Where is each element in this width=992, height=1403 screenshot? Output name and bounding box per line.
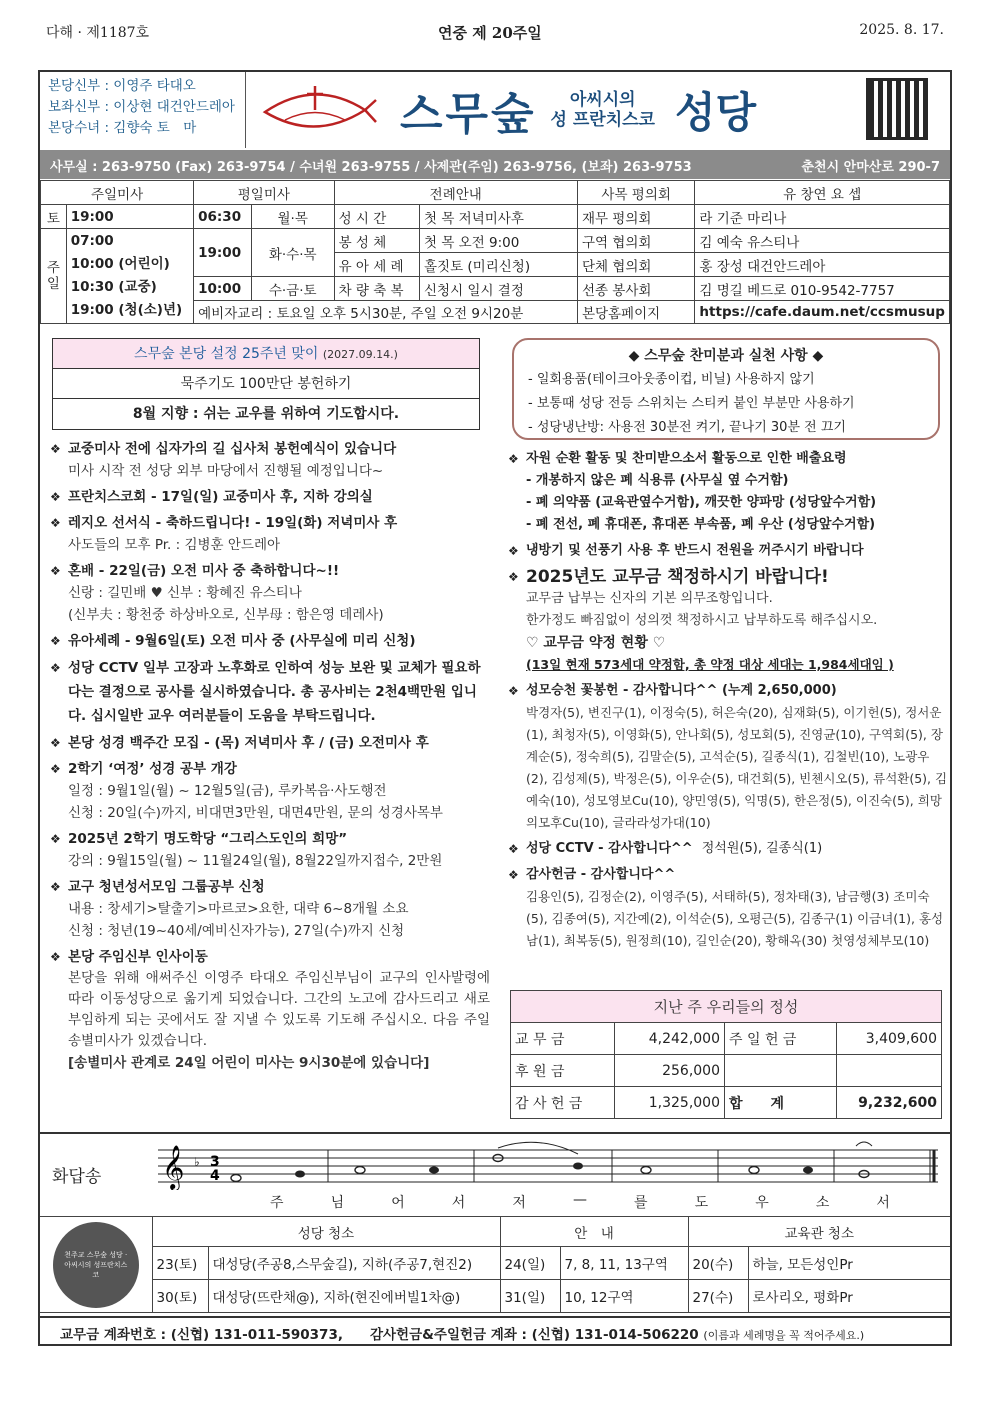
council-head: 유 창연 요 셉	[695, 181, 950, 205]
header-sacrament: 전례안내	[334, 181, 577, 205]
duty-group: 로사리오, 평화Pr	[748, 1280, 950, 1313]
offering-label: 교 무 금	[511, 1023, 615, 1055]
tithe-status: ♡ 교무금 약정 현황 ♡	[526, 635, 666, 651]
weekday-days-2: 화·수·목	[251, 229, 334, 277]
notice-heading: ❖ 성당 CCTV 일부 고장과 노후화로 인하여 성능 보완 및 교체가 필요하다는 결정으로 공사를 실시하였습니다. 총 공사비는 2천4백만원 입니다. 십시일반 교우 여러분들이 도움을 부탁드립니다.	[50, 656, 490, 728]
tithe-title: ❖ 2025년도 교무금 책정하시기 바랍니다!	[508, 566, 948, 588]
account-footer	[40, 1316, 950, 1344]
psalm-response	[40, 1132, 950, 1216]
issue-number: 다해 · 제1187호	[46, 25, 150, 41]
account-numbers: 교무금 계좌번호 : (신협) 131-011-590373, 감사헌금&주일헌금 계좌 : (신협) 131-014-506220	[60, 1327, 699, 1343]
notice-heading: ❖ 2학기 ‘여정’ 성경 공부 개강	[50, 758, 490, 780]
total-value: 9,232,600	[837, 1087, 942, 1119]
notice-heading: ❖ 성당 CCTV - 감사합니다^^ 정석원(5), 길종식(1)	[508, 838, 948, 860]
svg-text:3: 3	[210, 1154, 220, 1170]
sacrament-time-4: 신청시 일시 결정	[420, 277, 578, 301]
svg-text:♭: ♭	[194, 1155, 200, 1169]
notice-heading: ❖ 유아세례 - 9월6일(토) 오전 미사 중 (사무실에 미리 신청)	[50, 630, 490, 652]
duty-table	[40, 1216, 950, 1313]
brand-banner	[246, 72, 950, 148]
council-name-4: 선종 봉사회	[577, 277, 694, 301]
sacrament-name-2: 봉 성 체	[334, 229, 419, 253]
council-person-3: 홍 장성 대건안드레아	[695, 253, 950, 277]
fish-cross-logo	[260, 80, 378, 140]
weekday-time-2: 19:00	[194, 229, 252, 277]
sacrament-time-2: 첫 목 오전 9:00	[420, 229, 578, 253]
offering-label: 감 사 헌 금	[511, 1087, 615, 1119]
weekday-days-1: 월·목	[251, 205, 334, 229]
staff-assistant: 보좌신부 : 이상현 대건안드레아	[48, 99, 235, 115]
duty-group: 7, 8, 11, 13구역	[560, 1247, 688, 1280]
notice-heading: ❖ 프란치스코회 - 17일(일) 교중미사 후, 지하 강의실	[50, 486, 490, 508]
duty-date: 20(수)	[688, 1247, 748, 1280]
saturday-label: 토	[41, 205, 67, 229]
top-line	[38, 20, 952, 46]
right-notices: ❖ 자원 순환 활동 및 찬미받으소서 활동으로 인한 배출요령 - 개봉하지 않은 폐 식용류 (사무실 옆 수거함) - 폐 의약품 (교육관옆수거함), 깨끗한 양파망 (성당앞수거함) - 폐 전선, 폐 휴대폰, 휴대폰 부속품, 폐 우산 (성당앞수거함) ❖ 냉방기 및 선풍기 사용 후 반드시 전원을 꺼주시기 바랍니다 ❖ 2025년도 교무금 책정하시기 바랍니다! 교무금 납부는 신자의 기본 의무조항입니다. 한가정도 빠짐없이 성의껏 책정하시고 납부하도록 해주십시오. ♡ 교무금 약정 현황 ♡ (13일 현재 573세대 약정함, 총 약정 대상 세대는 1,984세대임 ) ❖ 성모승천 꽃봉헌 - 감사합니다^^ (누계 2,650,000) 박경자(5), 변진구(1), 이정숙(5), 허은숙(20), 심재화(5), 이기헌(5), 정서운(1), 최청자(5), 이영화(5), 안나회(5), 성모회(5), 진영균(10), 구역회(5), 장계순(5), 정숙희(5), 김말순(5), 고석순(5), 길종식(1), 김철빈(10), 노광우(2), 김성제(5), 박정은(5), 이우순(5), 대건회(5), 빈첸시오(5), 류석환(5), 김예숙(10), 성모영보Cu(10), 양민영(5), 익명(5), 한은정(5), 이진숙(5), 희망의모후Cu(10), 글라라성가대(10) ❖ 성당 CCTV - 감사합니다^^ 정석원(5), 길종식(1) ❖ 감사헌금 - 감사합니다^^ 김용인(5), 김정순(2), 이영주(5), 서태하(5), 정차태(3), 남금행(3) 조미숙(5), 김종여(5), 지간예(2), 이석순(5), 오평근(5), 김종구(1) 이금녀(1), 홍성남(1), 최복동(5), 원정희(10), 길인순(20), 황해옥(30) 첫영성체부모(10)	[508, 448, 948, 952]
monthly-intention: 8월 지향 : 쉬는 교우를 위하여 기도합시다.	[132, 406, 400, 422]
offering-value: 4,242,000	[615, 1023, 725, 1055]
brand-name-1: 스무숲	[400, 89, 537, 140]
praise-item: - 보통때 성당 전등 스위치는 스티커 붙인 부분만 사용하기	[528, 396, 855, 411]
duty-date: 30(토)	[152, 1280, 208, 1313]
council-name-2: 구역 협의회	[577, 229, 694, 253]
sunday-label: 주일	[41, 229, 67, 324]
offering-title: 지난 주 우리들의 정성	[511, 991, 942, 1023]
praise-item: - 성당냉난방: 사용전 30분전 켜기, 끝나기 30분 전 끄기	[528, 420, 846, 435]
offering-label: 주 일 헌 금	[725, 1023, 837, 1055]
notice-heading: ❖ 교구 청년성서모임 그룹공부 신청	[50, 876, 490, 898]
offering-table	[510, 990, 942, 1119]
music-staff	[158, 1140, 948, 1190]
psalm-lyrics: 주 님 어 서 저 — 를 도 우 소 서	[270, 1192, 890, 1211]
address: 춘천시 안마산로 290-7	[801, 160, 940, 175]
council-person-4: 김 명길 베드로 010-9542-7757	[695, 277, 950, 301]
sunday-times: 07:00 10:00 (어린이) 10:30 (교중) 19:00 (청(소)년)	[66, 229, 193, 324]
praise-title: ◆ 스무숲 찬미분과 실천 사항 ◆	[628, 348, 824, 364]
sacrament-time-3: 홀짓토 (미리신청)	[420, 253, 578, 277]
anniversary-title: 스무숲 본당 설정 25주년 맞이 (2027.09.14.)	[53, 339, 479, 369]
issue-date: 2025. 8. 17.	[859, 22, 944, 38]
duty-date: 27(수)	[688, 1280, 748, 1313]
liturgical-title: 연중 제 20주일	[438, 24, 542, 42]
notice-heading: ❖ 2025년 2학기 명도학당 “그리스도인의 희망”	[50, 828, 490, 850]
council-name-3: 단체 협의회	[577, 253, 694, 277]
sacrament-time-1: 첫 목 저녁미사후	[420, 205, 578, 229]
notice-heading: ❖ 혼배 - 22일(금) 오전 미사 중 축하합니다~!!	[50, 560, 490, 582]
catechumen-info: 예비자교리 : 토요일 오후 5시30분, 주일 오전 9시20분	[194, 301, 578, 324]
sacrament-name-3: 유 아 세 례	[334, 253, 419, 277]
sacrament-name-1: 성 시 간	[334, 205, 419, 229]
duty-group: 대성당(주공8,스무숲길), 지하(주공7,현진2)	[208, 1247, 500, 1280]
contact-bar	[40, 150, 950, 179]
phone-numbers: 사무실 : 263-9750 (Fax) 263-9754 / 수녀원 263-9755 / 사제관(주임) 263-9756, (보좌) 263-9753	[50, 160, 692, 175]
brand-name-2: 아씨시의 성 프란치스코	[550, 90, 655, 130]
account-note: (이름과 세례명을 꼭 적어주세요.)	[703, 1329, 865, 1342]
notice-heading: ❖ 레지오 선서식 - 축하드립니다! - 19일(화) 저녁미사 후	[50, 512, 490, 534]
notice-heading: ❖ 감사헌금 - 감사합니다^^	[508, 864, 948, 886]
staff-list	[40, 72, 246, 148]
offering-value: 3,409,600	[837, 1023, 942, 1055]
header-church-clean: 성당 청소	[152, 1217, 500, 1247]
donor-list: 박경자(5), 변진구(1), 이정숙(5), 허은숙(20), 심재화(5), 이기헌(5), 정서운(1), 최청자(5), 이영화(5), 안나회(5), 성모회(5), 진영균(10), 구역회(5), 장계순(5), 정숙희(5), 김말순(5), 고석순(5), 길종식(1), 김철빈(10), 노광우(2), 김성제(5), 박정은(5), 이우순(5), 대건회(5), 빈첸시오(5), 류석환(5), 김예숙(10), 성모영보Cu(10), 양민영(5), 익명(5), 한은정(5), 이진숙(5), 희망의모후Cu(10), 글라라성가대(10)	[526, 705, 948, 830]
header-guide: 안 내	[500, 1217, 688, 1247]
homepage-label: 본당홈페이지	[577, 301, 694, 324]
notice-heading: ❖ 자원 순환 활동 및 찬미받으소서 활동으로 인한 배출요령	[508, 448, 948, 470]
svg-text:4: 4	[210, 1168, 220, 1184]
header-weekday-mass: 평일미사	[194, 181, 334, 205]
anniversary-box	[52, 338, 480, 430]
svg-text:𝄞: 𝄞	[162, 1145, 185, 1189]
weekday-time-1: 06:30	[194, 205, 252, 229]
staff-pastor: 본당신부 : 이영주 타대오	[48, 78, 196, 94]
offering-value: 256,000	[615, 1055, 725, 1087]
notice-heading: ❖ 본당 성경 백주간 모집 - (목) 저녁미사 후 / (금) 오전미사 후	[50, 732, 490, 754]
duty-group: 하늘, 모든성인Pr	[748, 1247, 950, 1280]
notice-heading: ❖ 성모승천 꽃봉헌 - 감사합니다^^ (누계 2,650,000)	[508, 680, 948, 702]
offering-label: 후 원 금	[511, 1055, 615, 1087]
brand-name-3: 성당	[674, 88, 757, 137]
sacrament-name-4: 차 량 축 복	[334, 277, 419, 301]
seal-image: 천주교 스무숲 성당 · 아씨시의 성프란치스코	[53, 1222, 139, 1308]
notice-heading: ❖ 교중미사 전에 십자가의 길 십사처 봉헌예식이 있습니다	[50, 438, 490, 460]
weekday-time-3: 10:00	[194, 277, 252, 301]
council-person-2: 김 예숙 유스티나	[695, 229, 950, 253]
qr-code[interactable]	[866, 78, 928, 140]
homepage-link[interactable]: https://cafe.daum.net/ccsmusup	[695, 301, 950, 324]
header-council: 사목 평의회	[577, 181, 694, 205]
notice-heading: ❖ 본당 주임신부 인사이동	[50, 946, 490, 968]
weekday-days-3: 수·금·토	[251, 277, 334, 301]
duty-group: 대성당(뜨란채@), 지하(현진에버빌1차@)	[208, 1280, 500, 1313]
council-person-1: 라 기준 마리나	[695, 205, 950, 229]
rosary-goal: 묵주기도 100만단 봉헌하기	[53, 369, 479, 399]
header-edu-clean: 교육관 청소	[688, 1217, 950, 1247]
tithe-count: (13일 현재 573세대 약정함, 총 약정 대상 세대는 1,984세대임 )	[526, 657, 894, 672]
duty-date: 23(토)	[152, 1247, 208, 1280]
schedule-table	[40, 180, 950, 324]
left-notices: ❖ 교중미사 전에 십자가의 길 십사처 봉헌예식이 있습니다 미사 시작 전 성당 외부 마당에서 진행될 예정입니다~ ❖ 프란치스코회 - 17일(일) 교중미사 후, 지하 강의실 ❖ 레지오 선서식 - 축하드립니다! - 19일(화) 저녁미사 후 사도들의 모후 Pr. : 김병훈 안드레아 ❖ 혼배 - 22일(금) 오전 미사 중 축하합니다~!! 신랑 : 길민배 ♥ 신부 : 황혜진 유스티나 (신부夫 : 황천중 하상바오로, 신부母 : 함은영 데레사) ❖ 유아세례 - 9월6일(토) 오전 미사 중 (사무실에 미리 신청) ❖ 성당 CCTV 일부 고장과 노후화로 인하여 성능 보완 및 교체가 필요하다는 결정으로 공사를 실시하였습니다. 총 공사비는 2천4백만원 입니다. 십시일반 교우 여러분들이 도움을 부탁드립니다. ❖ 본당 성경 백주간 모집 - (목) 저녁미사 후 / (금) 오전미사 후 ❖ 2학기 ‘여정’ 성경 공부 개강 일정 : 9월1일(월) ~ 12월5일(금), 루카복음·사도행전 신청 : 20일(수)까지, 비대면3만원, 대면4만원, 문의 성경사목부 ❖ 2025년 2학기 명도학당 “그리스도인의 희망” 강의 : 9월15일(월) ~ 11월24일(월), 8월22일까지접수, 2만원 ❖ 교구 청년성서모임 그룹공부 신청 내용 : 창세기>탈출기>마르코>요한, 대략 6~8개월 소요 신청 : 청년(19~40세/예비신자가능), 27일(수)까지 신청 ❖ 본당 주임신부 인사이동 본당을 위해 애써주신 이영주 타대오 주임신부님이 교구의 인사발령에 따라 이동성당으로 옮기게 되었습니다. 그간의 노고에 감사드리고 새로 부임하게 되는 곳에서도 잘 지낼 수 있도록 기도해 주십시오. 다음 주일 송별미사가 있겠습니다. [송별미사 관계로 24일 어린이 미사는 9시30분에 있습니다]	[50, 438, 490, 1074]
duty-date: 24(일)	[500, 1247, 560, 1280]
total-label: 합 계	[725, 1087, 837, 1119]
duty-group: 10, 12구역	[560, 1280, 688, 1313]
header-sunday-mass: 주일미사	[41, 181, 194, 205]
duty-date: 31(일)	[500, 1280, 560, 1313]
parish-seal	[40, 1217, 152, 1313]
notice-heading: ❖ 냉방기 및 선풍기 사용 후 반드시 전원을 꺼주시기 바랍니다	[508, 540, 948, 562]
praise-practice-box	[512, 338, 940, 440]
council-name-1: 재무 평의회	[577, 205, 694, 229]
donor-list: 김용인(5), 김정순(2), 이영주(5), 서태하(5), 정차태(3), 남금행(3) 조미숙(5), 김종여(5), 지간예(2), 이석순(5), 오평근(5), 김종구(1) 이금녀(1), 홍성남(1), 최복동(5), 원정희(10), 길인순(20), 황해옥(30) 첫영성체부모(10)	[526, 889, 944, 948]
offering-value: 1,325,000	[615, 1087, 725, 1119]
staff-sister: 본당수녀 : 김향숙 토 마	[48, 120, 197, 136]
praise-item: - 일회용품(테이크아웃종이컵, 비닐) 사용하지 않기	[528, 372, 815, 387]
saturday-time: 19:00	[66, 205, 193, 229]
psalm-label: 화답송	[52, 1167, 102, 1187]
